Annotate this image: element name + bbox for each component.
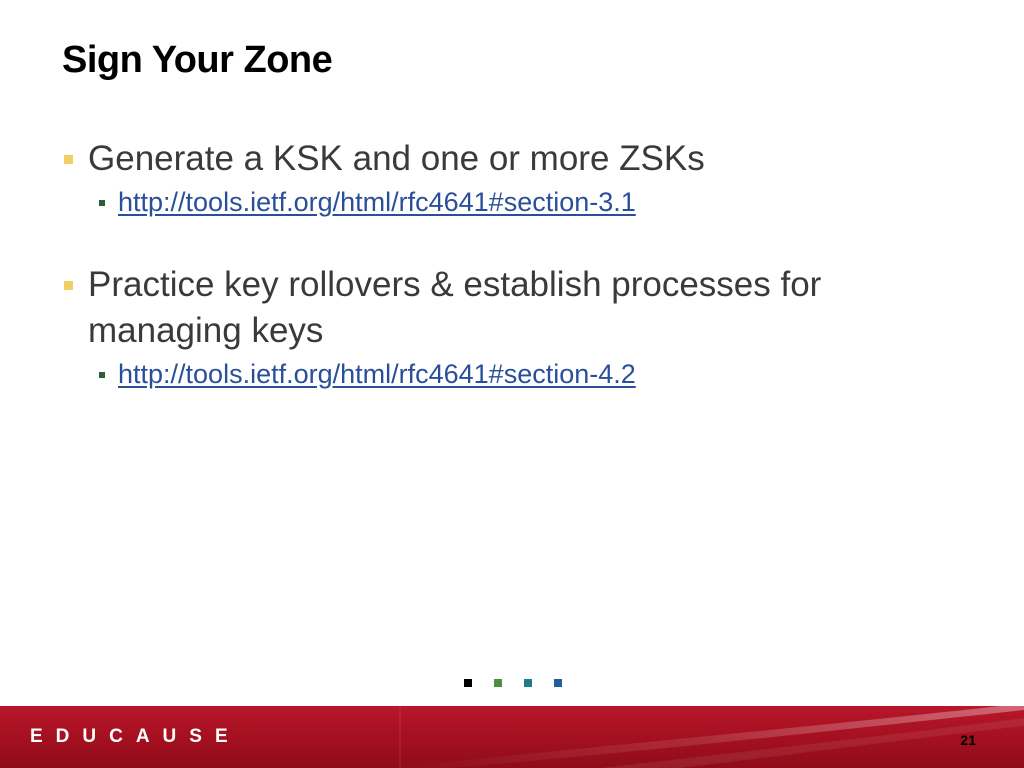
black-dot-icon [464, 679, 472, 687]
bullet-item [62, 262, 962, 354]
educause-logo: EDUCAUSE [30, 726, 241, 747]
page-number: 21 [960, 732, 976, 748]
bullet-text: Practice key rollovers & establish processes for managing keys [88, 265, 822, 350]
bullet-item [62, 136, 962, 182]
square-bullet-icon [64, 155, 73, 164]
green-dot-icon [494, 679, 502, 687]
slide-title: Sign Your Zone [62, 39, 333, 81]
small-square-bullet-icon [99, 372, 105, 378]
rfc-link[interactable]: http://tools.ietf.org/html/rfc4641#section-4.2 [118, 359, 636, 389]
footer-bar [0, 706, 1024, 768]
sub-bullet-item [98, 182, 962, 222]
teal-dot-icon [524, 679, 532, 687]
sub-bullet-item [98, 354, 962, 394]
small-square-bullet-icon [99, 200, 105, 206]
blue-dot-icon [554, 679, 562, 687]
rfc-link[interactable]: http://tools.ietf.org/html/rfc4641#section-3.1 [118, 187, 636, 217]
slide-content [62, 136, 962, 394]
bullet-text: Generate a KSK and one or more ZSKs [88, 139, 705, 178]
square-bullet-icon [64, 281, 73, 290]
